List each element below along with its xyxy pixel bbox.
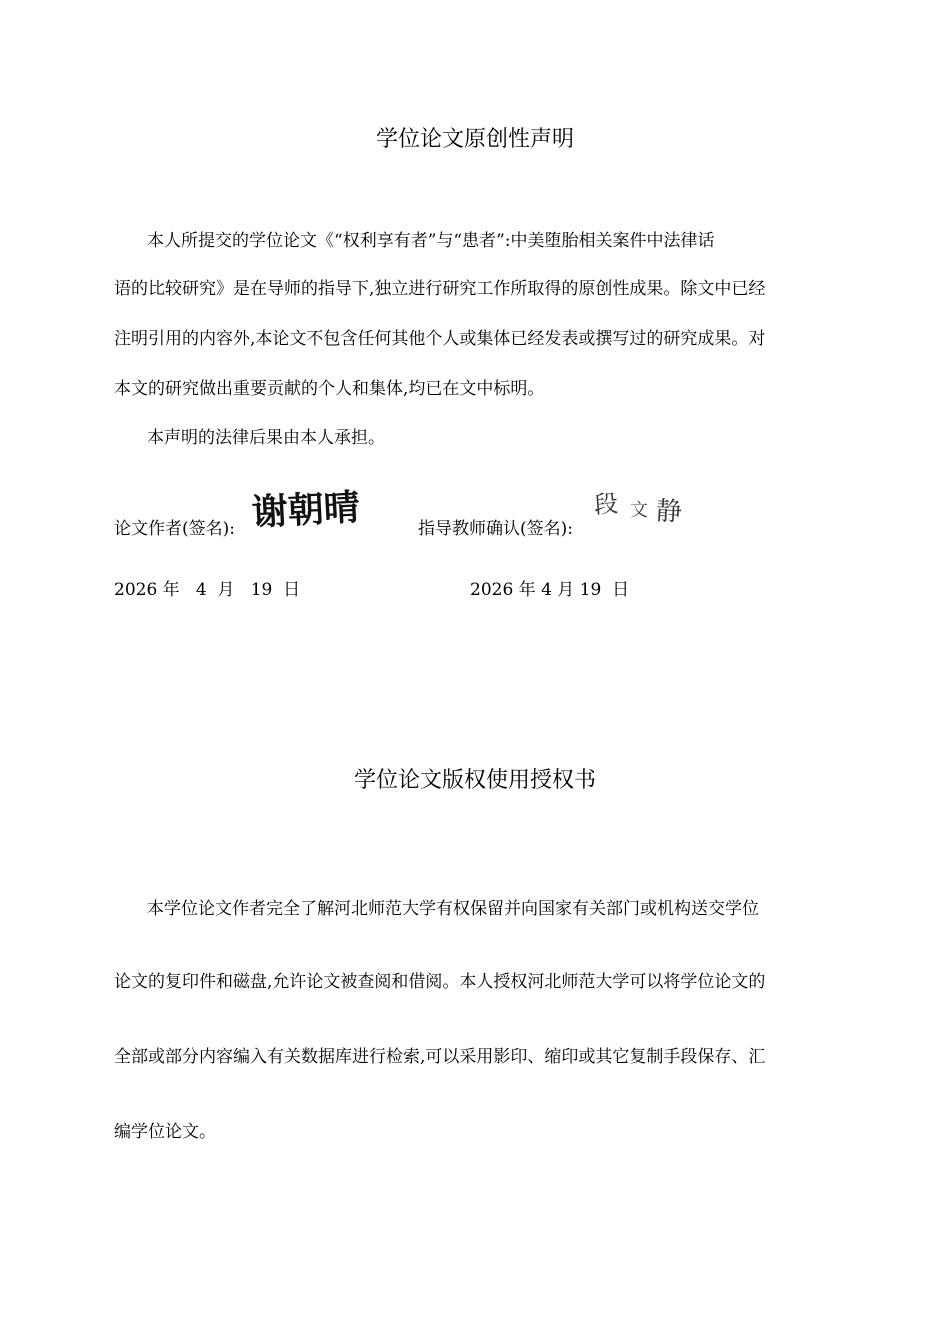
advisor-signature-image xyxy=(590,484,694,536)
authorization-line-4: 编学位论文。 xyxy=(114,1122,216,1142)
authorization-line-3: 全部或部分内容编入有关数据库进行检索,可以采用影印、缩印或其它复制手段保存、汇 xyxy=(114,1047,766,1067)
declaration-line-4: 本文的研究做出重要贡献的个人和集体,均已在文中标明。 xyxy=(114,379,545,399)
authorization-line-1: 本学位论文作者完全了解河北师范大学有权保留并向国家有关部门或机构送交学位 xyxy=(147,899,759,919)
author-signature-image xyxy=(248,484,380,536)
author-date: 2026 年 4 月 19 日 xyxy=(114,580,301,600)
liability-statement: 本声明的法律后果由本人承担。 xyxy=(147,428,385,448)
authorization-title: 学位论文版权使用授权书 xyxy=(353,768,596,793)
advisor-date: 2026 年 4 月 19 日 xyxy=(470,580,630,600)
declaration-line-2: 语的比较研究》是在导师的指导下,独立进行研究工作所取得的原创性成果。除文中已经 xyxy=(114,279,766,299)
svg-text:文: 文 xyxy=(630,500,648,521)
svg-text:静: 静 xyxy=(655,496,683,528)
declaration-line-1: 本人所提交的学位论文《“权利享有者”与“患者”:中美堕胎相关案件中法律话 xyxy=(147,231,715,251)
svg-text:谢朝晴: 谢朝晴 xyxy=(250,487,361,534)
declaration-line-3: 注明引用的内容外,本论文不包含任何其他个人或集体已经发表或撰写过的研究成果。对 xyxy=(114,329,766,349)
authorization-line-2: 论文的复印件和磁盘,允许论文被查阅和借阅。本人授权河北师范大学可以将学位论文的 xyxy=(114,972,766,992)
advisor-signature-label: 指导教师确认(签名): xyxy=(418,519,573,539)
declaration-title: 学位论文原创性声明 xyxy=(375,127,574,152)
svg-text:段: 段 xyxy=(593,489,619,520)
author-signature-label: 论文作者(签名): xyxy=(114,519,235,539)
